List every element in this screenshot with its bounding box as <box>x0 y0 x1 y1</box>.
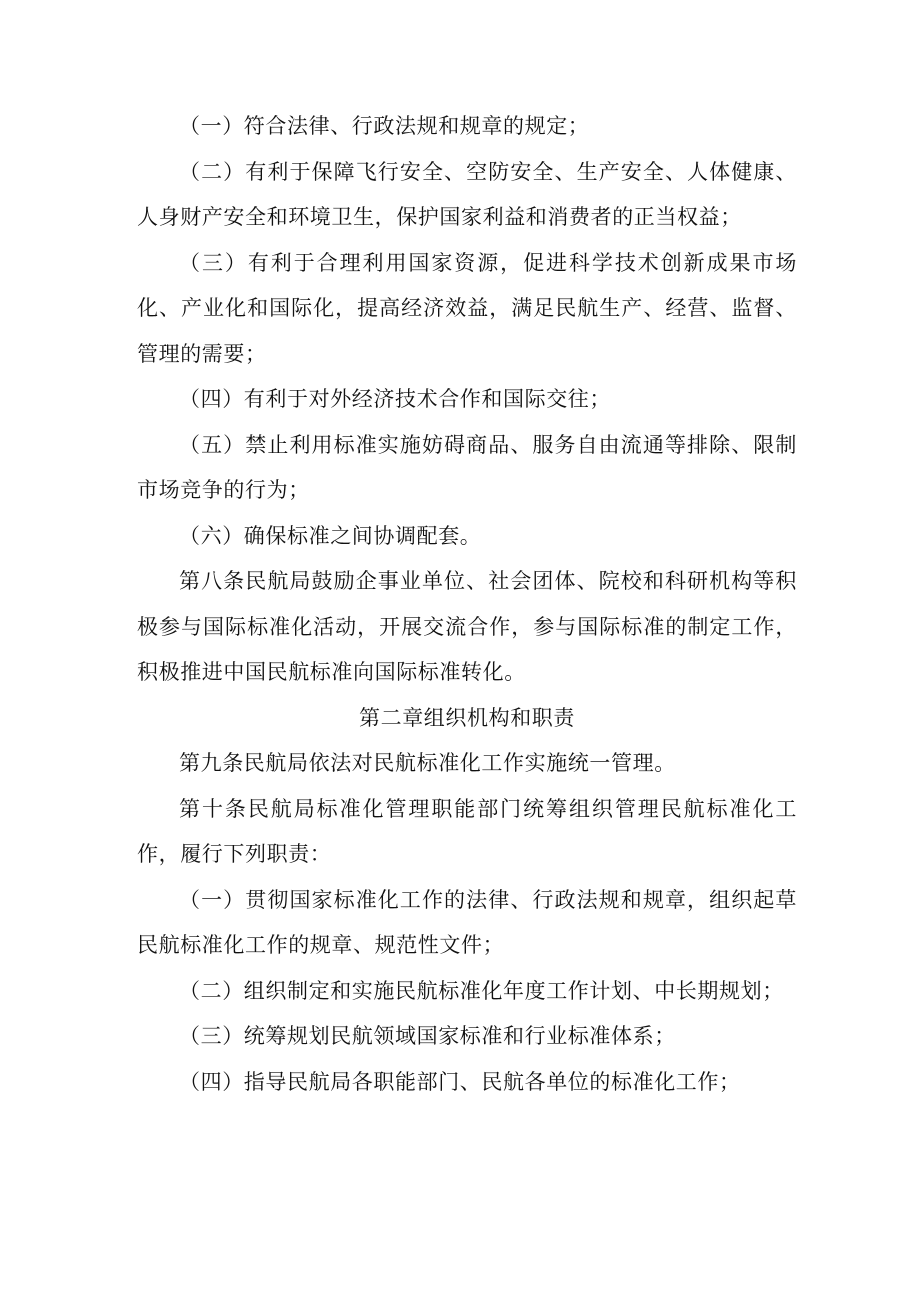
clause-4-cooperation: （四）有利于对外经济技术合作和国际交往； <box>179 387 611 411</box>
duty-2-planning: （二）组织制定和实施民航标准化年度工作计划、中长期规划； <box>179 978 784 1003</box>
clause-6-coordination: （六）确保标准之间协调配套。 <box>179 523 482 548</box>
article-8: 第八条民航局鼓励企事业单位、社会团体、院校和科研机构等积极参与国际标准化活动，开展交流合作，参与国际标准的制定工作，积极推进中国民航标准向国际标准转化。 <box>137 569 797 684</box>
article-10: 第十条民航局标准化管理职能部门统筹组织管理民航标准化工作，履行下列职责： <box>137 796 797 866</box>
clause-2-safety: （二）有利于保障飞行安全、空防安全、生产安全、人体健康、人身财产安全和环境卫生，保护国家利益和消费者的正当权益； <box>137 159 797 229</box>
clause-1-compliance: （一）符合法律、行政法规和规章的规定； <box>179 114 590 138</box>
clause-3-resources: （三）有利于合理利用国家资源，促进科学技术创新成果市场化、产业化和国际化，提高经济效益，满足民航生产、经营、监督、管理的需要； <box>137 250 797 366</box>
chapter-2-heading: 第二章组织机构和职责 <box>359 705 575 730</box>
duty-3-system: （三）统筹规划民航领域国家标准和行业标准体系； <box>179 1024 676 1048</box>
duty-1-regulations: （一）贯彻国家标准化工作的法律、行政法规和规章，组织起草民航标准化工作的规章、规范性文件； <box>137 887 797 957</box>
article-9: 第九条民航局依法对民航标准化工作实施统一管理。 <box>179 751 676 775</box>
document-body <box>137 104 797 1105</box>
duty-4-guidance: （四）指导民航局各职能部门、民航各单位的标准化工作； <box>179 1069 741 1094</box>
clause-5-competition: （五）禁止利用标准实施妨碍商品、服务自由流通等排除、限制市场竞争的行为； <box>137 432 797 502</box>
